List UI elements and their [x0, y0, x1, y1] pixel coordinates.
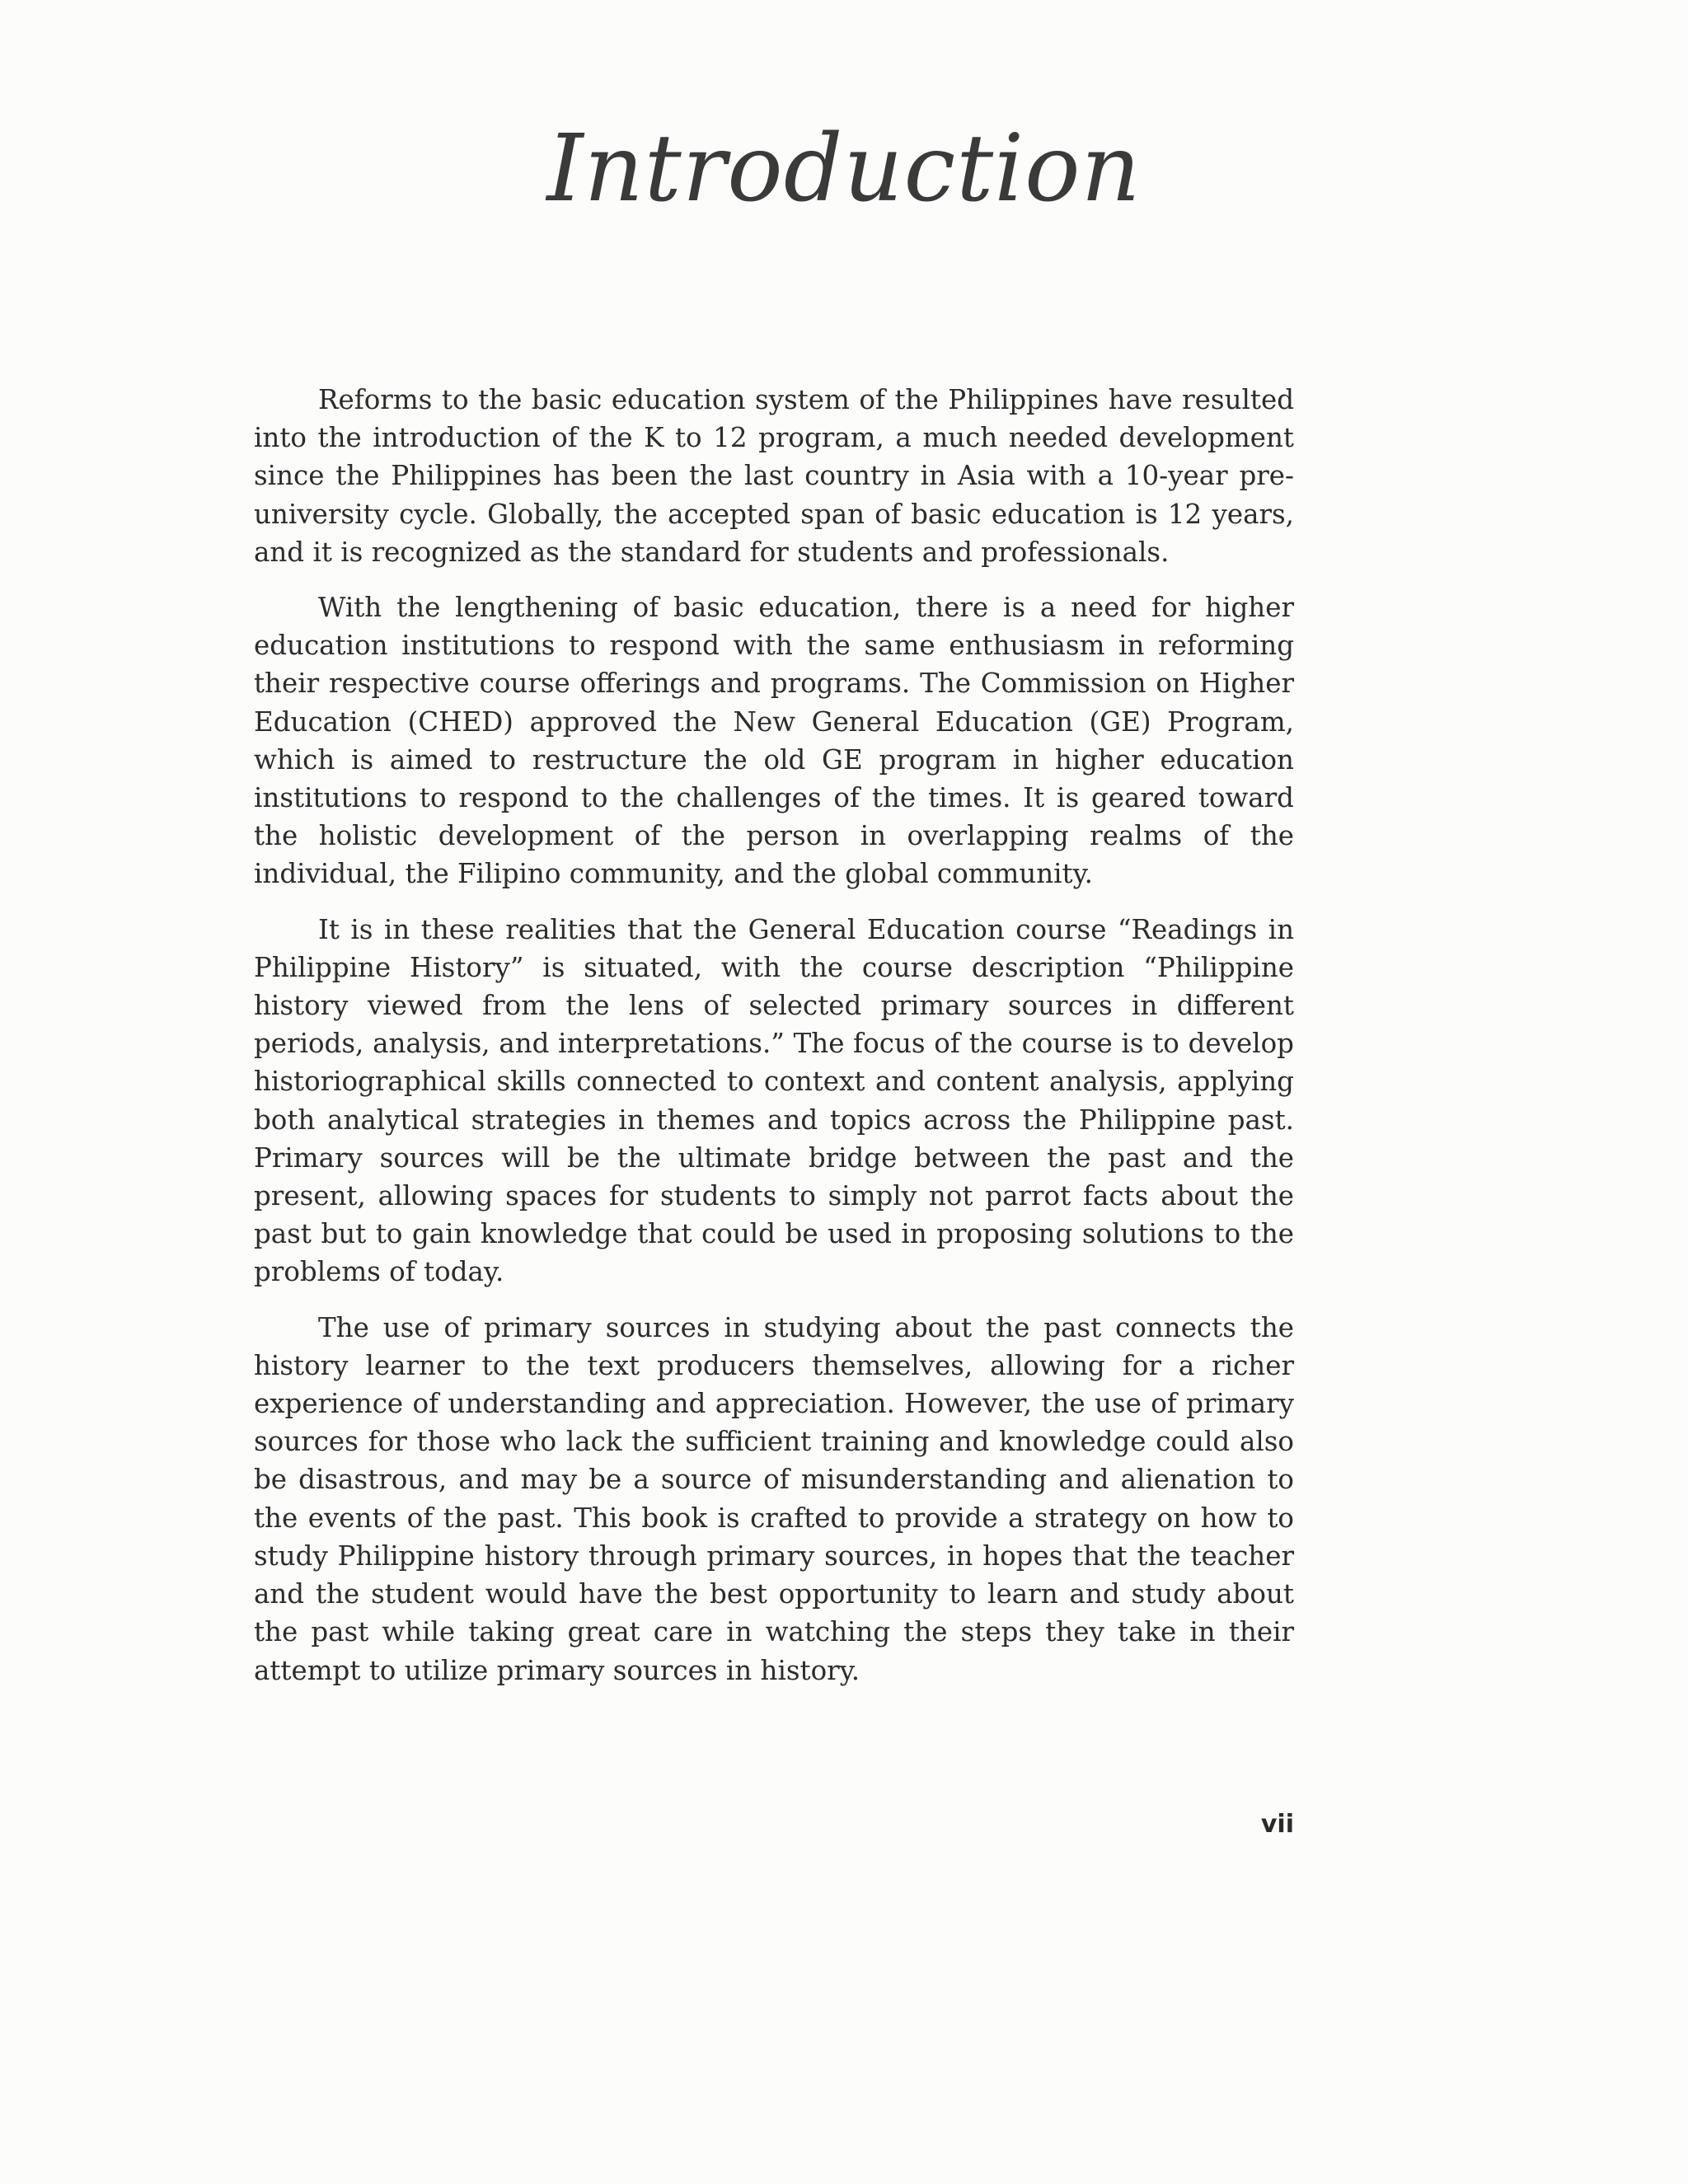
paragraph-2: With the lengthening of basic education, there is a need for higher education institutions to respond with the same enthusiasm in reforming their respective course offerings and programs. The Commission on Higher Education (CHED) approved the New General Education (GE) Program, which is aimed to restructure the old GE program in higher education institutions to respond to the challenges of the times. It is geared toward the holistic development of the person in overlapping realms of the individual, the Filipino community, and the global community. — [254, 592, 1294, 890]
paragraph-4: The use of primary sources in studying about the past connects the history learner to the text producers themselves, allowing for a richer experience of understanding and appreciation. However, the use of primary sources for those who lack the sufficient training and knowledge could also be disastrous, and may be a source of misunderstanding and alienation to the events of the past. This book is crafted to provide a strategy on how to study Philippine history through primary sources, in hopes that the teacher and the student would have the best opportunity to learn and study about the past while taking great care in watching the steps they take in their attempt to utilize primary sources in history. — [254, 1311, 1294, 1686]
paragraph-3: It is in these realities that the General Education course “Readings in Philippine History” is situated, with the course description “Philippine history viewed from the lens of selected primary sources in different periods, analysis, and interpretations.” The focus of the course is to develop historiographical skills connected to context and content analysis, applying both analytical strategies in themes and topics across the Philippine past. Primary sources will be the ultimate bridge between the past and the present, allowing spaces for students to simply not parrot facts about the past but to gain knowledge that could be used in proposing solutions to the problems of today. — [254, 913, 1294, 1288]
paragraph-1: Reforms to the basic education system of the Philippines have resulted into the introduction of the K to 12 program, a much needed development since the Philippines has been the last country in Asia with a 10-year pre-university cycle. Globally, the accepted span of basic education is 12 years, and it is recognized as the standard for students and professionals. — [254, 384, 1294, 568]
page-title: Introduction — [546, 115, 1142, 223]
introduction-body — [254, 381, 1294, 1707]
page-number: vii — [1260, 1810, 1294, 1839]
